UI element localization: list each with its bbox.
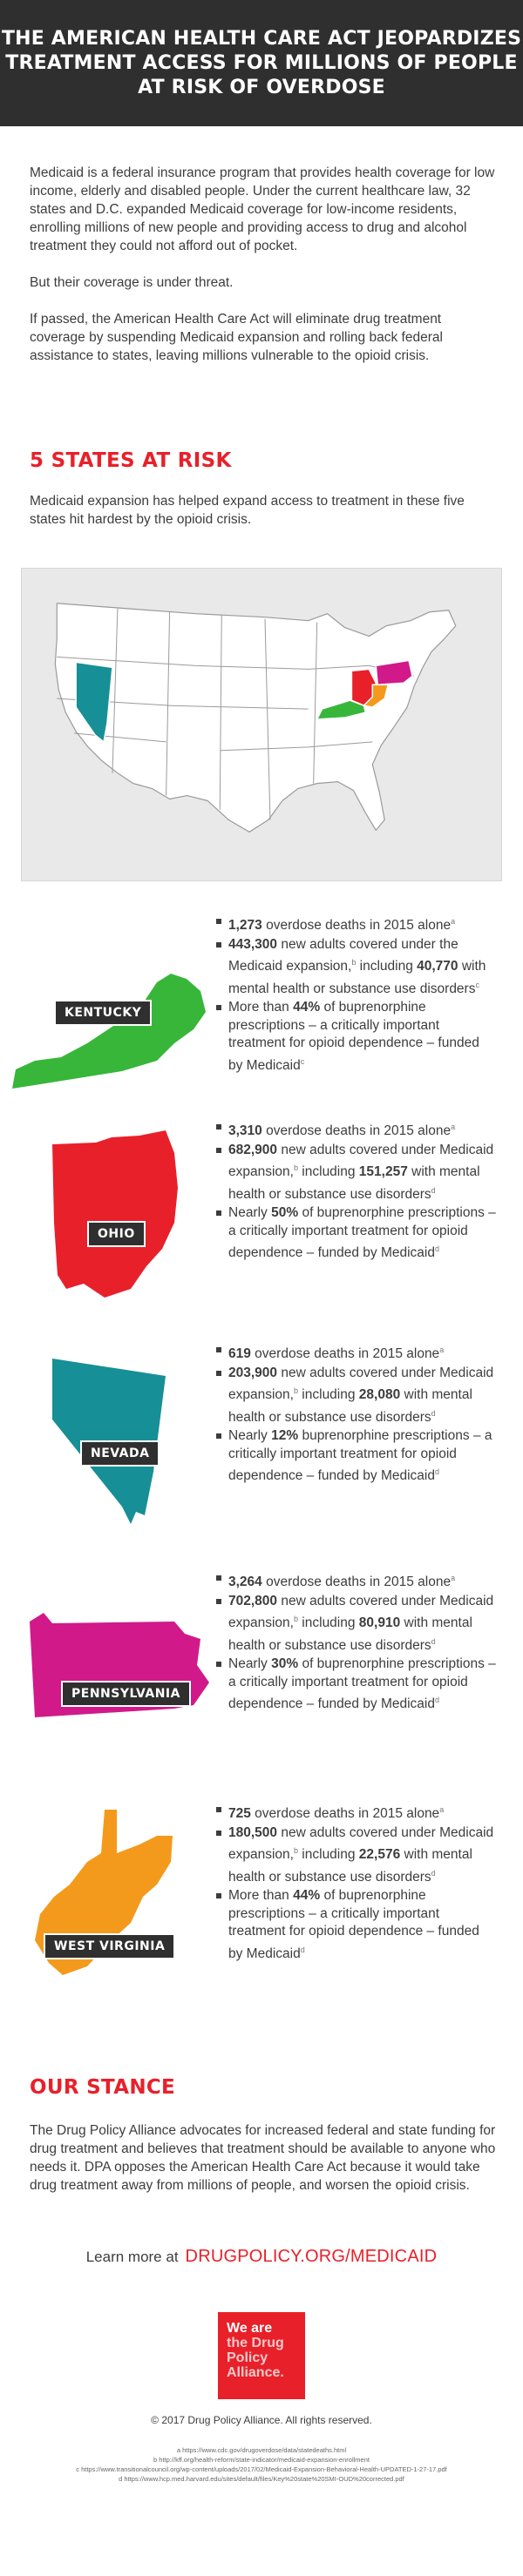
nevada-label: NEVADA <box>80 1440 160 1467</box>
states-at-risk-title: 5 STATES AT RISK <box>30 449 232 472</box>
west-virginia-label: WEST VIRGINIA <box>44 1933 175 1959</box>
intro-paragraph-2: But their coverage is under threat. <box>30 275 234 290</box>
ohio-stats <box>216 1118 497 1264</box>
ohio-adults-item: 682,900 new adults covered under Medicaid expansion,$^b$ including 151,257 with mental health or substance use disorders$^d$ <box>216 1142 497 1204</box>
intro-paragraph-1: Medicaid is a federal insurance program that provides health coverage for low income, elderly and disabled people. Under the current healthcare law, 32 states and D.C. expanded Medicaid coverage for low-income residents, enrolling millions of new people and providing access to drug and alcohol treatment they could not afford out of pocket. <box>30 165 495 253</box>
page-header <box>0 0 523 126</box>
pennsylvania-shape <box>0 1578 218 1778</box>
footnote-a[interactable]: a https://www.cdc.gov/drugoverdose/data/statedeaths.html <box>176 2446 347 2454</box>
learn-more-prefix: Learn more at <box>85 2249 179 2265</box>
west-virginia-shape <box>0 1801 218 2001</box>
states-at-risk-subtitle: Medicaid expansion has helped expand access to treatment in these five states hit hardest by the opioid crisis. <box>30 494 465 527</box>
us-map-graphic <box>22 569 501 880</box>
intro-section <box>30 164 497 383</box>
state-section-nevada <box>0 1341 523 1533</box>
our-stance-title: OUR STANCE <box>30 2076 176 2099</box>
footnote-c[interactable]: c https://www.transitionalcouncil.org/wp-content/uploads/2017/02/Medicaid-Expansion-Behavioral-Health-UPDATED-1-27-17.pdf <box>76 2465 447 2473</box>
west-virginia-stats <box>216 1801 497 1965</box>
footnote-b[interactable]: b http://kff.org/health-reform/state-indicator/medicaid-expansion-enrollment <box>153 2456 370 2464</box>
ohio-deaths-item: 3,310 overdose deaths in 2015 alone$^a$ <box>216 1118 497 1141</box>
logo-line-2: the Drug <box>227 2336 284 2350</box>
nevada-buprenorphine-item: Nearly 12% buprenorphine prescriptions – a critically important treatment for opioid dependence – funded by Medicaid$^d$ <box>216 1427 497 1486</box>
pennsylvania-buprenorphine-item: Nearly 30% of buprenorphine prescriptions – a critically important treatment for opioid dependence – funded by Medicaid$^d$ <box>216 1656 497 1714</box>
logo-line-4: Alliance. <box>227 2365 284 2380</box>
kentucky-map-icon <box>12 974 206 1089</box>
us-map <box>21 568 502 881</box>
pennsylvania-label: PENNSYLVANIA <box>61 1681 191 1707</box>
ohio-shape <box>0 1118 218 1318</box>
copyright-text: © 2017 Drug Policy Alliance. All rights reserved. <box>151 2414 372 2426</box>
nevada-deaths-item: 619 overdose deaths in 2015 alone$^a$ <box>216 1341 497 1364</box>
header-title-line-2: TREATMENT ACCESS FOR MILLIONS OF PEOPLE <box>5 51 518 74</box>
pennsylvania-deaths-item: 3,264 overdose deaths in 2015 alone$^a$ <box>216 1569 497 1592</box>
state-section-ohio <box>0 1118 523 1310</box>
state-section-pennsylvania <box>0 1569 523 1743</box>
kentucky-label: KENTUCKY <box>54 1000 152 1026</box>
west-virginia-deaths-item: 725 overdose deaths in 2015 alone$^a$ <box>216 1801 497 1824</box>
dpa-logo <box>218 2312 305 2399</box>
ohio-map-icon <box>52 1130 178 1298</box>
footnote-d[interactable]: d https://www.hcp.med.harvard.edu/sites/default/files/Key%20state%20SMI-OUD%20corrected.pdf <box>119 2475 404 2483</box>
nevada-adults-item: 203,900 new adults covered under Medicaid expansion,$^b$ including 28,080 with mental health or substance use disorders$^d$ <box>216 1365 497 1427</box>
header-title-line-1: THE AMERICAN HEALTH CARE ACT JEOPARDIZES <box>1 27 522 50</box>
pennsylvania-stats <box>216 1569 497 1715</box>
logo-line-1: We are <box>227 2321 273 2336</box>
west-virginia-adults-item: 180,500 new adults covered under Medicaid expansion,$^b$ including 22,576 with mental health or substance use disorders$^d$ <box>216 1824 497 1887</box>
kentucky-deaths-item: 1,273 overdose deaths in 2015 alone$^a$ <box>216 913 497 935</box>
us-mainland-outline <box>55 604 455 833</box>
state-section-west-virginia <box>0 1801 523 1993</box>
nevada-stats <box>216 1341 497 1487</box>
footnotes <box>0 2445 523 2484</box>
learn-more <box>0 2247 523 2267</box>
kentucky-buprenorphine-item: More than 44% of buprenorphine prescriptions – a critically important treatment for opioid dependence – funded by Medicaid$^c$ <box>216 999 497 1075</box>
kentucky-stats <box>216 913 497 1076</box>
our-stance-text: The Drug Policy Alliance advocates for increased federal and state funding for drug treatment and believes that treatment should be available to anyone who needs it. DPA opposes the American Health Care Act because it would take drug treatment away from millions of people, and worsen the opioid crisis. <box>30 2123 496 2193</box>
header-title-line-3: AT RISK OF OVERDOSE <box>138 76 385 98</box>
intro-paragraph-3: If passed, the American Health Care Act will eliminate drug treatment coverage by suspending Medicaid expansion and rolling back federal assistance to states, leaving millions vulnerable to the opioid crisis. <box>30 312 443 363</box>
pennsylvania-adults-item: 702,800 new adults covered under Medicaid expansion,$^b$ including 80,910 with mental health or substance use disorders$^d$ <box>216 1593 497 1656</box>
state-section-kentucky <box>0 913 523 1096</box>
ohio-label: OHIO <box>87 1221 146 1247</box>
kentucky-adults-item: 443,300 new adults covered under the Medicaid expansion,$^b$ including 40,770 with mental health or substance use disorders$^c$ <box>216 936 497 999</box>
learn-more-link[interactable]: DRUGPOLICY.ORG/MEDICAID <box>185 2247 438 2266</box>
west-virginia-buprenorphine-item: More than 44% of buprenorphine prescriptions – a critically important treatment for opioid dependence – funded by Medicaid$^d$ <box>216 1887 497 1963</box>
ohio-buprenorphine-item: Nearly 50% of buprenorphine prescriptions – a critically important treatment for opioid dependence – funded by Medicaid$^d$ <box>216 1204 497 1263</box>
logo-line-3: Policy <box>227 2350 268 2365</box>
